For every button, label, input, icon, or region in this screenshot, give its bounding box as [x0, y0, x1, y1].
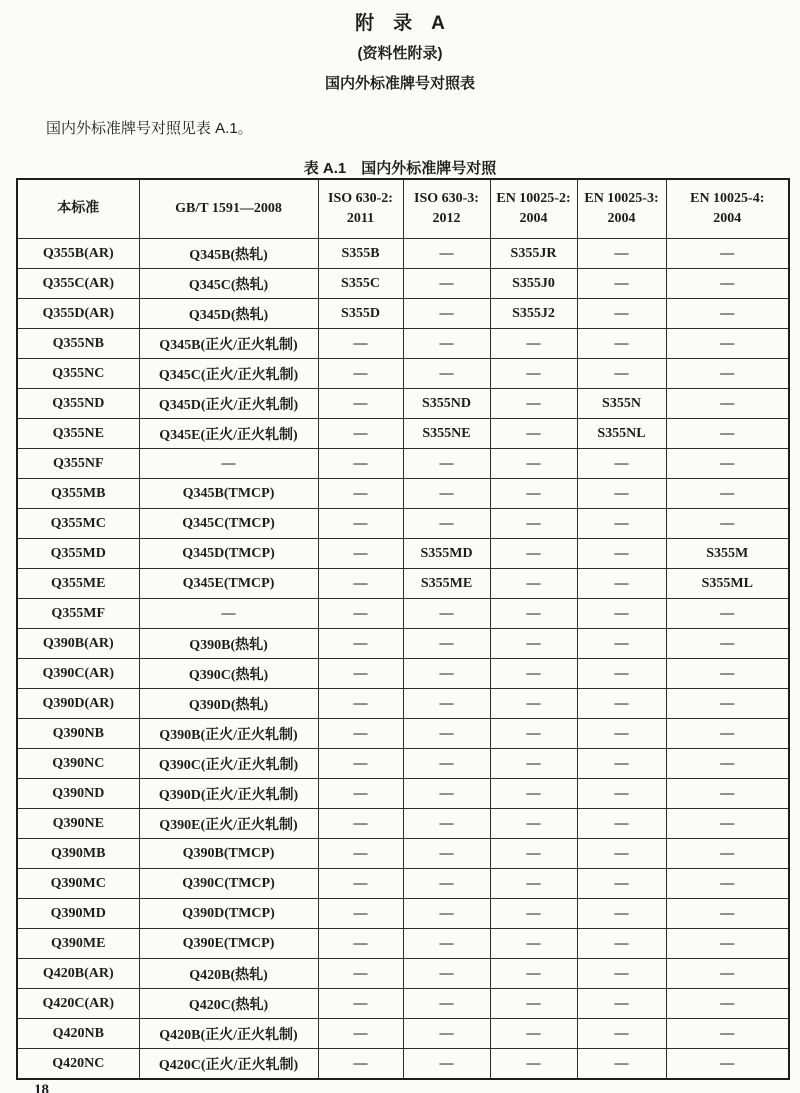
table-cell: —: [666, 959, 789, 989]
table-cell: —: [318, 959, 403, 989]
table-cell: —: [318, 329, 403, 359]
table-row: [17, 779, 789, 809]
table-cell: —: [666, 839, 789, 869]
table-row: [17, 899, 789, 929]
table-cell: Q355NC: [17, 359, 139, 389]
header-cell: EN 10025-4: 2004: [666, 179, 789, 239]
table-cell: S355NL: [577, 419, 666, 449]
table-cell: —: [490, 689, 577, 719]
table-cell: —: [666, 779, 789, 809]
table-cell: Q355B(AR): [17, 239, 139, 269]
table-cell: —: [666, 659, 789, 689]
table-row: [17, 959, 789, 989]
table-cell: —: [490, 419, 577, 449]
table-cell: —: [490, 449, 577, 479]
table-cell: S355D: [318, 299, 403, 329]
table-row: [17, 599, 789, 629]
table-cell: —: [577, 599, 666, 629]
table-cell: Q345D(TMCP): [139, 539, 318, 569]
table-cell: —: [403, 479, 490, 509]
table-row: [17, 749, 789, 779]
table-cell: Q390E(TMCP): [139, 929, 318, 959]
table-cell: —: [577, 569, 666, 599]
table-cell: —: [666, 269, 789, 299]
header-cell: EN 10025-2: 2004: [490, 179, 577, 239]
table-row: [17, 359, 789, 389]
table-cell: —: [318, 419, 403, 449]
table-cell: —: [403, 929, 490, 959]
table-cell: Q390B(热轧): [139, 629, 318, 659]
table-cell: —: [666, 599, 789, 629]
table-cell: Q390C(正火/正火轧制): [139, 749, 318, 779]
table-row: [17, 329, 789, 359]
table-cell: —: [666, 749, 789, 779]
table-row: [17, 299, 789, 329]
table-cell: Q390NC: [17, 749, 139, 779]
table-cell: —: [490, 599, 577, 629]
table-cell: Q355D(AR): [17, 299, 139, 329]
table-row: [17, 479, 789, 509]
table-cell: Q420B(AR): [17, 959, 139, 989]
table-cell: —: [318, 719, 403, 749]
table-cell: S355J2: [490, 299, 577, 329]
header-cell: GB/T 1591—2008: [139, 179, 318, 239]
table-cell: —: [318, 509, 403, 539]
table-cell: —: [318, 779, 403, 809]
table-cell: S355ND: [403, 389, 490, 419]
table-cell: —: [490, 1049, 577, 1080]
table-cell: —: [666, 449, 789, 479]
table-cell: Q390MC: [17, 869, 139, 899]
table-cell: Q355NE: [17, 419, 139, 449]
table-cell: —: [577, 779, 666, 809]
table-cell: Q390D(AR): [17, 689, 139, 719]
table-cell: —: [490, 989, 577, 1019]
table-cell: —: [577, 329, 666, 359]
table-cell: —: [318, 869, 403, 899]
table-cell: Q355NB: [17, 329, 139, 359]
table-row: [17, 689, 789, 719]
intro-paragraph: 国内外标准牌号对照见表 A.1。: [46, 120, 253, 137]
table-cell: —: [318, 899, 403, 929]
table-cell: —: [318, 1019, 403, 1049]
table-cell: —: [318, 539, 403, 569]
table-cell: —: [490, 479, 577, 509]
table-cell: S355MD: [403, 539, 490, 569]
table-cell: Q390MB: [17, 839, 139, 869]
table-cell: —: [577, 1049, 666, 1080]
table-cell: S355ME: [403, 569, 490, 599]
table-cell: —: [318, 989, 403, 1019]
table-cell: —: [577, 689, 666, 719]
table-cell: —: [577, 1019, 666, 1049]
header-cell: ISO 630-3: 2012: [403, 179, 490, 239]
table-cell: —: [490, 809, 577, 839]
table-cell: Q345E(TMCP): [139, 569, 318, 599]
table-cell: —: [490, 629, 577, 659]
table-cell: Q390B(正火/正火轧制): [139, 719, 318, 749]
table-row: [17, 839, 789, 869]
table-cell: —: [577, 869, 666, 899]
table-row: [17, 719, 789, 749]
table-cell: —: [577, 839, 666, 869]
table-cell: —: [666, 509, 789, 539]
table-cell: —: [577, 479, 666, 509]
table-cell: —: [490, 389, 577, 419]
table-cell: —: [490, 839, 577, 869]
table-cell: —: [403, 809, 490, 839]
table-cell: —: [577, 719, 666, 749]
table-cell: Q345E(正火/正火轧制): [139, 419, 318, 449]
table-cell: —: [403, 659, 490, 689]
table-cell: —: [403, 329, 490, 359]
table-cell: —: [403, 359, 490, 389]
table-cell: —: [403, 869, 490, 899]
table-cell: —: [490, 719, 577, 749]
table-cell: —: [318, 749, 403, 779]
table-cell: —: [577, 509, 666, 539]
table-row: [17, 869, 789, 899]
table-cell: Q390C(AR): [17, 659, 139, 689]
table-cell: —: [403, 899, 490, 929]
table-cell: —: [577, 659, 666, 689]
appendix-heading: 国内外标准牌号对照表: [324, 75, 475, 92]
table-cell: Q420C(热轧): [139, 989, 318, 1019]
table-cell: —: [577, 989, 666, 1019]
table-cell: —: [666, 1049, 789, 1080]
table-cell: —: [490, 749, 577, 779]
table-row: [17, 449, 789, 479]
table-cell: —: [490, 959, 577, 989]
table-cell: Q420B(热轧): [139, 959, 318, 989]
table-cell: —: [318, 659, 403, 689]
table-row: [17, 569, 789, 599]
table-cell: Q355ND: [17, 389, 139, 419]
table-row: [17, 509, 789, 539]
table-cell: —: [666, 989, 789, 1019]
table-cell: S355B: [318, 239, 403, 269]
table-cell: —: [403, 269, 490, 299]
table-cell: Q345C(正火/正火轧制): [139, 359, 318, 389]
page-number: 18: [34, 1082, 49, 1093]
table-cell: —: [403, 299, 490, 329]
table-cell: Q420NC: [17, 1049, 139, 1080]
table-cell: Q390B(AR): [17, 629, 139, 659]
table-cell: —: [666, 329, 789, 359]
table-row: [17, 989, 789, 1019]
table-row: [17, 269, 789, 299]
table-cell: Q355NF: [17, 449, 139, 479]
table-cell: Q355ME: [17, 569, 139, 599]
table-row: [17, 419, 789, 449]
table-cell: Q390ME: [17, 929, 139, 959]
table-cell: —: [318, 449, 403, 479]
table-row: [17, 239, 789, 269]
table-cell: —: [318, 359, 403, 389]
table-cell: —: [490, 929, 577, 959]
table-row: [17, 1049, 789, 1080]
table-cell: S355N: [577, 389, 666, 419]
table-cell: —: [490, 1019, 577, 1049]
table-cell: —: [577, 629, 666, 659]
table-header: [17, 179, 789, 239]
table-cell: —: [666, 389, 789, 419]
table-cell: Q390NB: [17, 719, 139, 749]
table-cell: —: [666, 899, 789, 929]
table-cell: Q345B(热轧): [139, 239, 318, 269]
table-cell: Q345B(正火/正火轧制): [139, 329, 318, 359]
table-cell: —: [318, 569, 403, 599]
table-cell: —: [490, 509, 577, 539]
table-header-row: [17, 179, 789, 239]
table-row: [17, 629, 789, 659]
table-cell: —: [139, 599, 318, 629]
table-row: [17, 929, 789, 959]
table-cell: —: [577, 959, 666, 989]
table-cell: —: [318, 929, 403, 959]
table-row: [17, 659, 789, 689]
table-cell: —: [490, 539, 577, 569]
table-cell: Q345C(热轧): [139, 269, 318, 299]
header-cell: 本标准: [17, 179, 139, 239]
table-cell: —: [318, 599, 403, 629]
table-cell: —: [577, 299, 666, 329]
table-cell: —: [318, 689, 403, 719]
table-cell: —: [666, 929, 789, 959]
table-cell: —: [403, 239, 490, 269]
table-cell: —: [666, 479, 789, 509]
table-cell: Q420C(正火/正火轧制): [139, 1049, 318, 1080]
table-cell: Q390MD: [17, 899, 139, 929]
table-cell: —: [490, 569, 577, 599]
table-cell: Q390C(TMCP): [139, 869, 318, 899]
table-cell: —: [490, 359, 577, 389]
table-cell: —: [666, 299, 789, 329]
table-cell: —: [577, 359, 666, 389]
appendix-note: (资料性附录): [357, 45, 443, 62]
table-cell: —: [490, 779, 577, 809]
table-caption: 表 A.1 国内外标准牌号对照: [303, 160, 497, 177]
table-cell: —: [577, 449, 666, 479]
table-cell: Q420NB: [17, 1019, 139, 1049]
table-cell: Q390B(TMCP): [139, 839, 318, 869]
table-row: [17, 539, 789, 569]
table-cell: —: [577, 809, 666, 839]
table-cell: —: [577, 749, 666, 779]
table-cell: —: [318, 839, 403, 869]
table-cell: —: [490, 899, 577, 929]
table-cell: —: [403, 989, 490, 1019]
table-cell: —: [577, 539, 666, 569]
table-cell: —: [666, 359, 789, 389]
table-cell: —: [318, 479, 403, 509]
table-row: [17, 809, 789, 839]
table-row: [17, 389, 789, 419]
table-cell: —: [403, 449, 490, 479]
table-cell: Q355MF: [17, 599, 139, 629]
table-body: [17, 239, 789, 1080]
table-cell: —: [318, 629, 403, 659]
table-cell: —: [577, 929, 666, 959]
table-cell: —: [403, 629, 490, 659]
table-cell: —: [403, 689, 490, 719]
table-cell: —: [403, 509, 490, 539]
table-cell: —: [666, 869, 789, 899]
table-cell: Q355MD: [17, 539, 139, 569]
table-cell: Q420B(正火/正火轧制): [139, 1019, 318, 1049]
table-cell: —: [318, 1049, 403, 1080]
table-cell: —: [666, 719, 789, 749]
table-cell: —: [403, 719, 490, 749]
table-cell: —: [577, 239, 666, 269]
table-cell: —: [403, 1019, 490, 1049]
table-cell: Q345D(正火/正火轧制): [139, 389, 318, 419]
table-cell: —: [666, 689, 789, 719]
table-cell: —: [490, 659, 577, 689]
header-cell: EN 10025-3: 2004: [577, 179, 666, 239]
table-cell: —: [318, 389, 403, 419]
table-cell: Q355MC: [17, 509, 139, 539]
table-cell: —: [403, 779, 490, 809]
table-cell: S355J0: [490, 269, 577, 299]
table-cell: —: [403, 599, 490, 629]
table-cell: —: [666, 419, 789, 449]
table-cell: Q390D(正火/正火轧制): [139, 779, 318, 809]
table-cell: —: [403, 959, 490, 989]
table-cell: Q345B(TMCP): [139, 479, 318, 509]
table-cell: S355C: [318, 269, 403, 299]
table-cell: Q355MB: [17, 479, 139, 509]
table-cell: S355M: [666, 539, 789, 569]
table-cell: Q420C(AR): [17, 989, 139, 1019]
standards-comparison-table: [16, 178, 790, 1080]
table-cell: Q390C(热轧): [139, 659, 318, 689]
table-cell: —: [666, 239, 789, 269]
table-cell: Q390D(TMCP): [139, 899, 318, 929]
table-cell: —: [577, 899, 666, 929]
table-cell: —: [666, 629, 789, 659]
table-cell: Q390D(热轧): [139, 689, 318, 719]
table-cell: —: [403, 749, 490, 779]
table-cell: —: [139, 449, 318, 479]
table-cell: —: [666, 1019, 789, 1049]
table-cell: Q390E(正火/正火轧制): [139, 809, 318, 839]
table-cell: —: [318, 809, 403, 839]
table-row: [17, 1019, 789, 1049]
table-cell: S355JR: [490, 239, 577, 269]
table-cell: —: [490, 329, 577, 359]
table-cell: —: [577, 269, 666, 299]
table-cell: —: [490, 869, 577, 899]
table-cell: Q390ND: [17, 779, 139, 809]
table-cell: —: [403, 839, 490, 869]
table-cell: Q345C(TMCP): [139, 509, 318, 539]
table-cell: —: [666, 809, 789, 839]
table-cell: —: [403, 1049, 490, 1080]
table-cell: Q390NE: [17, 809, 139, 839]
appendix-title: 附 录 A: [355, 13, 445, 34]
table-cell: S355ML: [666, 569, 789, 599]
header-cell: ISO 630-2: 2011: [318, 179, 403, 239]
table-cell: S355NE: [403, 419, 490, 449]
table-cell: Q345D(热轧): [139, 299, 318, 329]
table-cell: Q355C(AR): [17, 269, 139, 299]
